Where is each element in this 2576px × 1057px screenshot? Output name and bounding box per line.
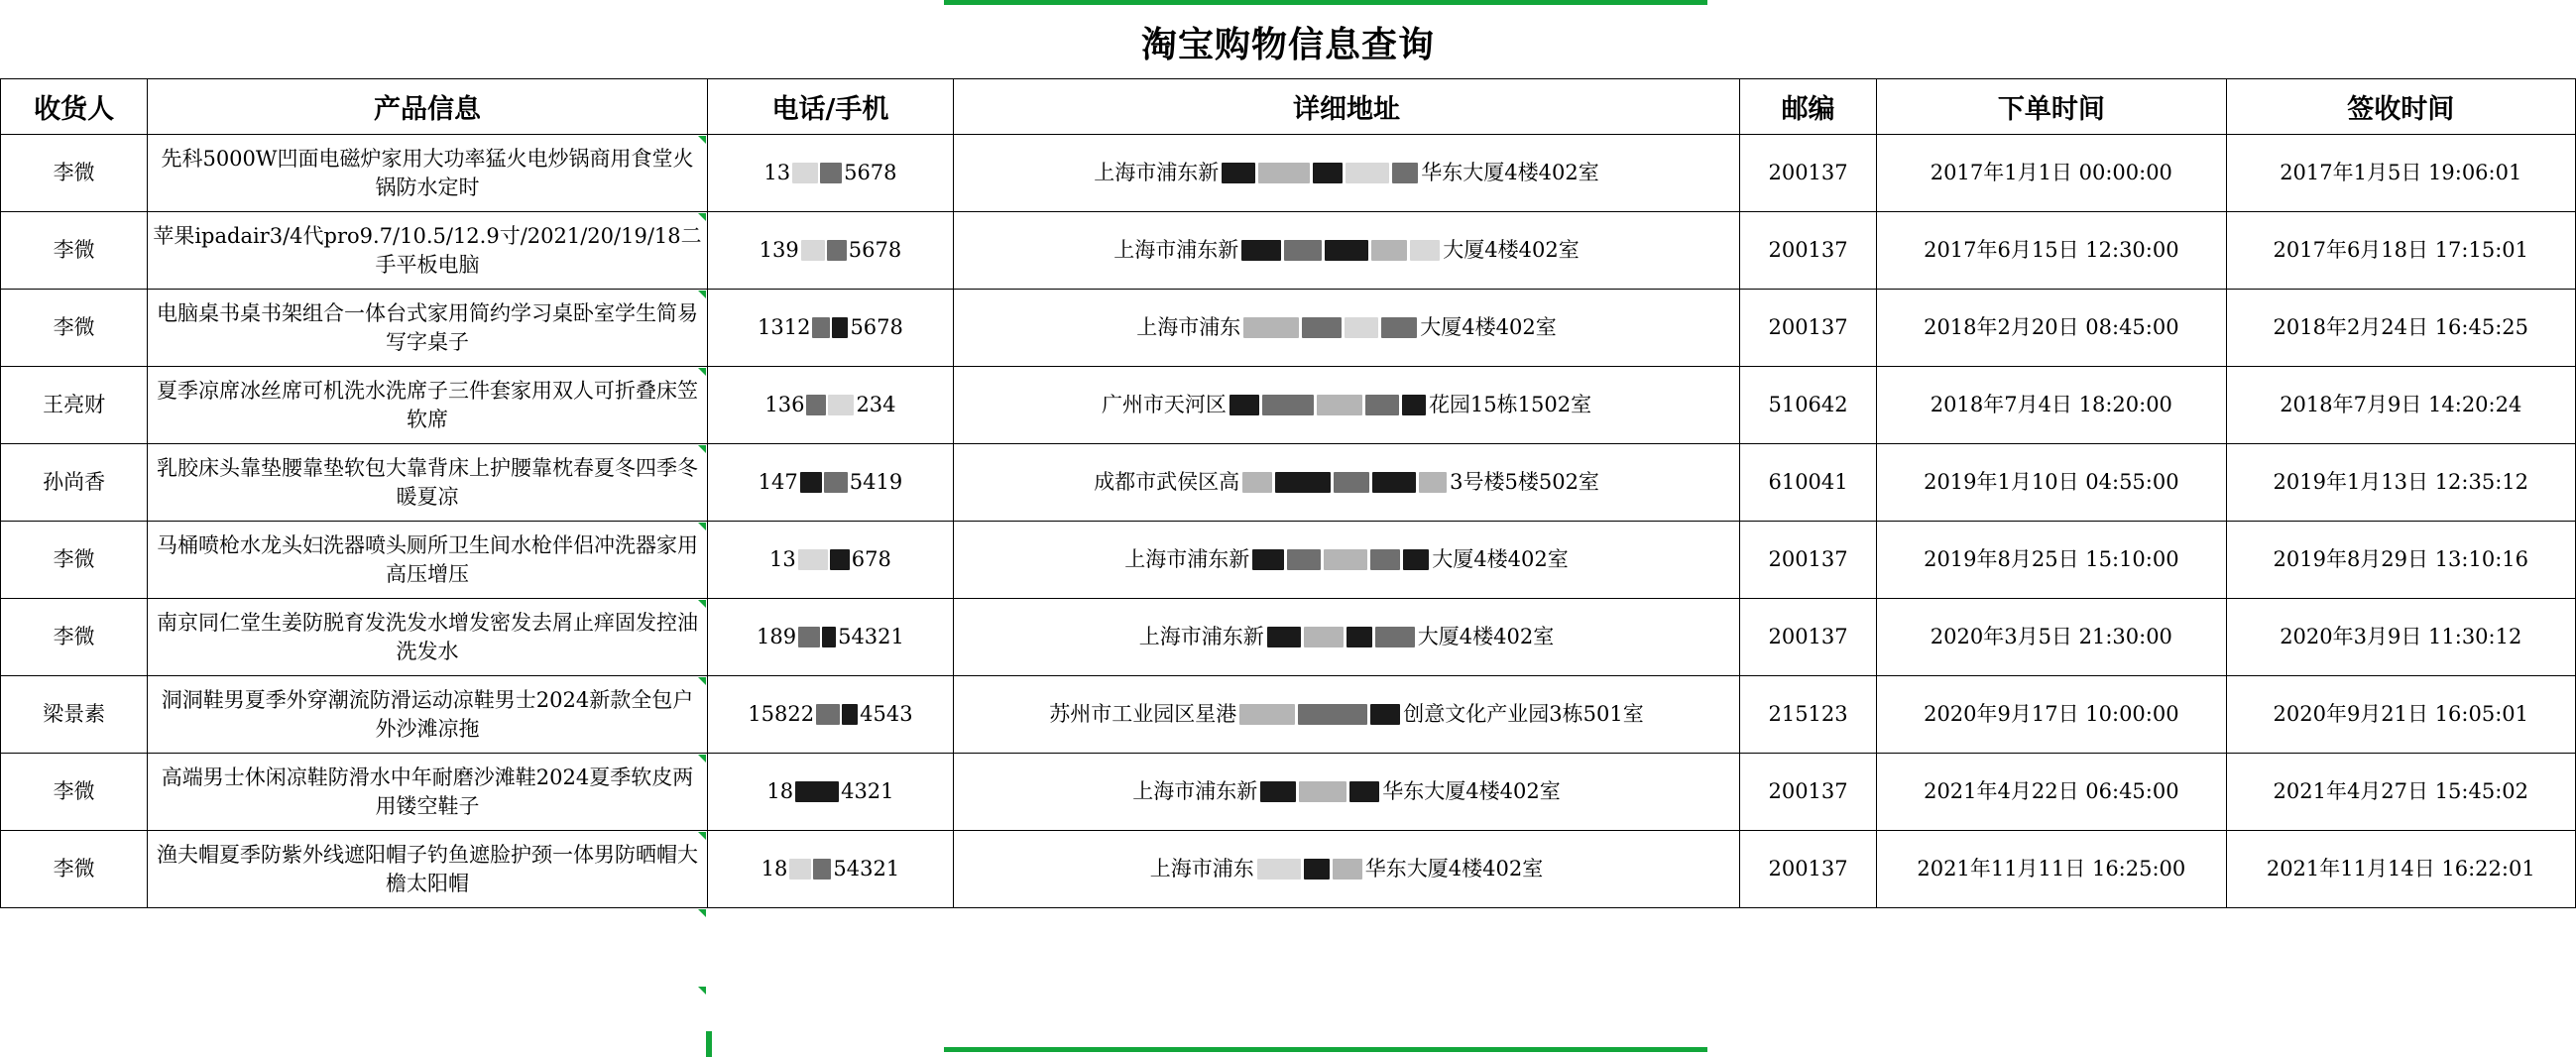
column-header-product: 产品信息 — [148, 79, 708, 135]
redaction-block — [795, 781, 839, 802]
selection-marker-bottom — [944, 1047, 1707, 1052]
redaction-block — [1392, 163, 1418, 183]
redaction-block — [1419, 472, 1447, 493]
redaction-block — [1275, 472, 1331, 493]
cell-receiver: 李微 — [1, 135, 148, 212]
redaction-block — [1284, 240, 1322, 261]
phone-suffix: 5678 — [850, 315, 903, 340]
cell-order-time: 2019年1月10日 04:55:00 — [1877, 444, 2226, 522]
redaction-block — [1333, 859, 1362, 880]
cell-receive-time: 2020年9月21日 16:05:01 — [2226, 676, 2575, 754]
cell-order-time: 2017年1月1日 00:00:00 — [1877, 135, 2226, 212]
cell-product: 南京同仁堂生姜防脱育发洗发水增发密发去屑止痒固发控油洗发水 — [148, 599, 708, 676]
column-header-receiver: 收货人 — [1, 79, 148, 135]
redaction-block — [1381, 317, 1417, 338]
table-row — [1, 444, 2576, 522]
table-row — [1, 599, 2576, 676]
redaction-block — [1345, 317, 1378, 338]
selection-marker-left — [706, 1031, 712, 1057]
cell-order-time: 2018年7月4日 18:20:00 — [1877, 367, 2226, 444]
cell-receiver: 李微 — [1, 754, 148, 831]
cell-phone — [707, 754, 953, 831]
cell-order-time: 2021年11月11日 16:25:00 — [1877, 831, 2226, 908]
cell-address — [954, 599, 1740, 676]
cell-receiver: 李微 — [1, 290, 148, 367]
redaction-block — [1370, 549, 1400, 570]
redaction-block — [827, 240, 847, 261]
address-prefix: 成都市武侯区高 — [1094, 470, 1240, 495]
redaction-block — [806, 395, 826, 415]
phone-suffix: 5678 — [848, 238, 902, 263]
cell-phone — [707, 367, 953, 444]
table-row — [1, 212, 2576, 290]
phone-prefix: 1312 — [757, 315, 811, 340]
redaction-block — [1324, 549, 1367, 570]
phone-prefix: 139 — [759, 238, 799, 263]
redaction-block — [1313, 163, 1343, 183]
purchase-table — [0, 78, 2576, 908]
redaction-block — [1258, 163, 1310, 183]
cell-receiver: 李微 — [1, 522, 148, 599]
cell-receive-time: 2021年11月14日 16:22:01 — [2226, 831, 2575, 908]
phone-suffix: 4321 — [841, 779, 894, 804]
redaction-block — [1403, 549, 1429, 570]
redaction-block — [792, 163, 818, 183]
address-prefix: 广州市天河区 — [1101, 393, 1227, 417]
cell-comment-mark — [698, 909, 706, 917]
redaction-block — [1262, 395, 1314, 415]
cell-order-time: 2018年2月20日 08:45:00 — [1877, 290, 2226, 367]
redaction-block — [822, 627, 836, 647]
redaction-block — [1260, 781, 1296, 802]
cell-receive-time: 2018年7月9日 14:20:24 — [2226, 367, 2575, 444]
redaction-block — [824, 472, 848, 493]
address-prefix: 苏州市工业园区星港 — [1049, 702, 1237, 727]
cell-zip: 215123 — [1739, 676, 1876, 754]
address-suffix: 花园15栋1502室 — [1428, 393, 1592, 417]
address-suffix: 华东大厦4楼402室 — [1421, 161, 1599, 185]
redaction-block — [1229, 395, 1259, 415]
cell-phone — [707, 290, 953, 367]
redaction-block — [1241, 240, 1281, 261]
redaction-block — [798, 549, 828, 570]
cell-phone — [707, 676, 953, 754]
cell-zip: 200137 — [1739, 831, 1876, 908]
redaction-block — [1347, 627, 1372, 647]
page-title-container — [0, 5, 2576, 78]
cell-receiver: 王亮财 — [1, 367, 148, 444]
cell-product: 马桶喷枪水龙头妇洗器喷头厕所卫生间水枪伴侣冲洗器家用高压增压 — [148, 522, 708, 599]
cell-order-time: 2020年3月5日 21:30:00 — [1877, 599, 2226, 676]
redaction-block — [1346, 163, 1389, 183]
cell-product: 渔夫帽夏季防紫外线遮阳帽子钓鱼遮脸护颈一体男防晒帽大檐太阳帽 — [148, 831, 708, 908]
cell-receiver: 李微 — [1, 599, 148, 676]
redaction-block — [1299, 781, 1347, 802]
table-row — [1, 522, 2576, 599]
redaction-block — [1375, 627, 1415, 647]
cell-receive-time: 2019年1月13日 12:35:12 — [2226, 444, 2575, 522]
cell-product: 夏季凉席冰丝席可机洗水洗席子三件套家用双人可折叠床笠软席 — [148, 367, 708, 444]
phone-prefix: 15822 — [748, 702, 815, 727]
cell-address — [954, 135, 1740, 212]
table-row — [1, 290, 2576, 367]
cell-order-time: 2017年6月15日 12:30:00 — [1877, 212, 2226, 290]
redaction-block — [812, 317, 830, 338]
column-header-receive-time: 签收时间 — [2226, 79, 2575, 135]
phone-suffix: 4543 — [860, 702, 913, 727]
column-header-phone: 电话/手机 — [707, 79, 953, 135]
cell-phone — [707, 212, 953, 290]
address-prefix: 上海市浦东新 — [1132, 779, 1258, 804]
address-prefix: 上海市浦东新 — [1124, 547, 1250, 572]
cell-receive-time: 2019年8月29日 13:10:16 — [2226, 522, 2575, 599]
address-prefix: 上海市浦东新 — [1094, 161, 1220, 185]
cell-zip: 200137 — [1739, 290, 1876, 367]
phone-suffix: 5678 — [844, 161, 897, 185]
redaction-block — [1239, 704, 1295, 725]
cell-phone — [707, 599, 953, 676]
column-header-zip: 邮编 — [1739, 79, 1876, 135]
address-suffix: 大厦4楼402室 — [1417, 625, 1555, 649]
redaction-block — [1257, 859, 1301, 880]
address-prefix: 上海市浦东新 — [1138, 625, 1264, 649]
cell-phone — [707, 135, 953, 212]
redaction-block — [816, 704, 840, 725]
cell-order-time: 2020年9月17日 10:00:00 — [1877, 676, 2226, 754]
phone-suffix: 234 — [856, 393, 896, 417]
cell-zip: 610041 — [1739, 444, 1876, 522]
phone-prefix: 189 — [756, 625, 797, 649]
phone-prefix: 13 — [769, 547, 796, 572]
redaction-block — [1298, 704, 1367, 725]
cell-receiver: 李微 — [1, 831, 148, 908]
cell-receiver: 梁景素 — [1, 676, 148, 754]
address-prefix: 上海市浦东 — [1149, 857, 1254, 881]
redaction-block — [1370, 704, 1400, 725]
cell-product: 电脑桌书桌书架组合一体台式家用简约学习桌卧室学生简易写字桌子 — [148, 290, 708, 367]
redaction-block — [1252, 549, 1284, 570]
redaction-block — [800, 472, 822, 493]
cell-address — [954, 831, 1740, 908]
address-suffix: 华东大厦4楼402室 — [1382, 779, 1561, 804]
phone-suffix: 54321 — [833, 857, 900, 881]
redaction-block — [1371, 240, 1407, 261]
table-row — [1, 676, 2576, 754]
redaction-block — [830, 549, 850, 570]
redaction-block — [813, 859, 831, 880]
column-header-address: 详细地址 — [954, 79, 1740, 135]
cell-address — [954, 444, 1740, 522]
redaction-block — [801, 240, 825, 261]
phone-prefix: 136 — [764, 393, 805, 417]
cell-receive-time: 2018年2月24日 16:45:25 — [2226, 290, 2575, 367]
cell-zip: 200137 — [1739, 754, 1876, 831]
column-header-order-time: 下单时间 — [1877, 79, 2226, 135]
cell-zip: 200137 — [1739, 522, 1876, 599]
cell-receive-time: 2017年1月5日 19:06:01 — [2226, 135, 2575, 212]
redaction-block — [1410, 240, 1440, 261]
table-row — [1, 367, 2576, 444]
cell-address — [954, 522, 1740, 599]
phone-suffix: 678 — [851, 547, 891, 572]
redaction-block — [1267, 627, 1301, 647]
cell-zip: 200137 — [1739, 212, 1876, 290]
redaction-block — [828, 395, 854, 415]
cell-product: 洞洞鞋男夏季外穿潮流防滑运动凉鞋男士2024新款全包户外沙滩凉拖 — [148, 676, 708, 754]
address-suffix: 大厦4楼402室 — [1443, 238, 1580, 263]
cell-address — [954, 367, 1740, 444]
redaction-block — [1334, 472, 1369, 493]
cell-address — [954, 290, 1740, 367]
cell-phone — [707, 522, 953, 599]
redaction-block — [1304, 627, 1344, 647]
phone-prefix: 147 — [758, 470, 798, 495]
address-prefix: 上海市浦东 — [1136, 315, 1241, 340]
cell-order-time: 2019年8月25日 15:10:00 — [1877, 522, 2226, 599]
cell-product: 高端男士休闲凉鞋防滑水中年耐磨沙滩鞋2024夏季软皮两用镂空鞋子 — [148, 754, 708, 831]
cell-receive-time: 2021年4月27日 15:45:02 — [2226, 754, 2575, 831]
cell-order-time: 2021年4月22日 06:45:00 — [1877, 754, 2226, 831]
address-suffix: 创意文化产业园3栋501室 — [1403, 702, 1644, 727]
cell-receive-time: 2020年3月9日 11:30:12 — [2226, 599, 2575, 676]
address-suffix: 3号楼5楼502室 — [1450, 470, 1599, 495]
phone-prefix: 18 — [761, 857, 788, 881]
cell-zip: 200137 — [1739, 599, 1876, 676]
redaction-block — [1317, 395, 1362, 415]
cell-zip: 510642 — [1739, 367, 1876, 444]
redaction-block — [1243, 317, 1299, 338]
cell-product: 乳胶床头靠垫腰靠垫软包大靠背床上护腰靠枕春夏冬四季冬暖夏凉 — [148, 444, 708, 522]
redaction-block — [1287, 549, 1321, 570]
address-suffix: 大厦4楼402室 — [1432, 547, 1569, 572]
redaction-block — [1242, 472, 1272, 493]
cell-phone — [707, 831, 953, 908]
redaction-block — [1402, 395, 1426, 415]
cell-address — [954, 754, 1740, 831]
table-row — [1, 135, 2576, 212]
redaction-block — [1325, 240, 1368, 261]
cell-receiver: 李微 — [1, 212, 148, 290]
phone-suffix: 54321 — [838, 625, 904, 649]
redaction-block — [1349, 781, 1379, 802]
cell-product: 先科5000W凹面电磁炉家用大功率猛火电炒锅商用食堂火锅防水定时 — [148, 135, 708, 212]
cell-comment-mark — [698, 987, 706, 995]
cell-address — [954, 212, 1740, 290]
redaction-block — [1372, 472, 1416, 493]
cell-receive-time: 2017年6月18日 17:15:01 — [2226, 212, 2575, 290]
redaction-block — [789, 859, 811, 880]
cell-zip: 200137 — [1739, 135, 1876, 212]
redaction-block — [1304, 859, 1330, 880]
redaction-block — [832, 317, 848, 338]
cell-phone — [707, 444, 953, 522]
redaction-block — [1222, 163, 1255, 183]
table-header-row — [1, 79, 2576, 135]
redaction-block — [1365, 395, 1399, 415]
cell-product: 苹果ipadair3/4代pro9.7/10.5/12.9寸/2021/20/19/18二手平板电脑 — [148, 212, 708, 290]
phone-suffix: 5419 — [849, 470, 903, 495]
address-prefix: 上海市浦东新 — [1113, 238, 1239, 263]
table-row — [1, 831, 2576, 908]
page-title: 淘宝购物信息查询 — [1140, 23, 1435, 65]
table-row — [1, 754, 2576, 831]
cell-address — [954, 676, 1740, 754]
phone-prefix: 18 — [766, 779, 794, 804]
address-suffix: 华东大厦4楼402室 — [1364, 857, 1544, 881]
redaction-block — [798, 627, 820, 647]
cell-receiver: 孙尚香 — [1, 444, 148, 522]
redaction-block — [1302, 317, 1342, 338]
phone-prefix: 13 — [763, 161, 791, 185]
redaction-block — [842, 704, 858, 725]
address-suffix: 大厦4楼402室 — [1420, 315, 1557, 340]
redaction-block — [820, 163, 842, 183]
